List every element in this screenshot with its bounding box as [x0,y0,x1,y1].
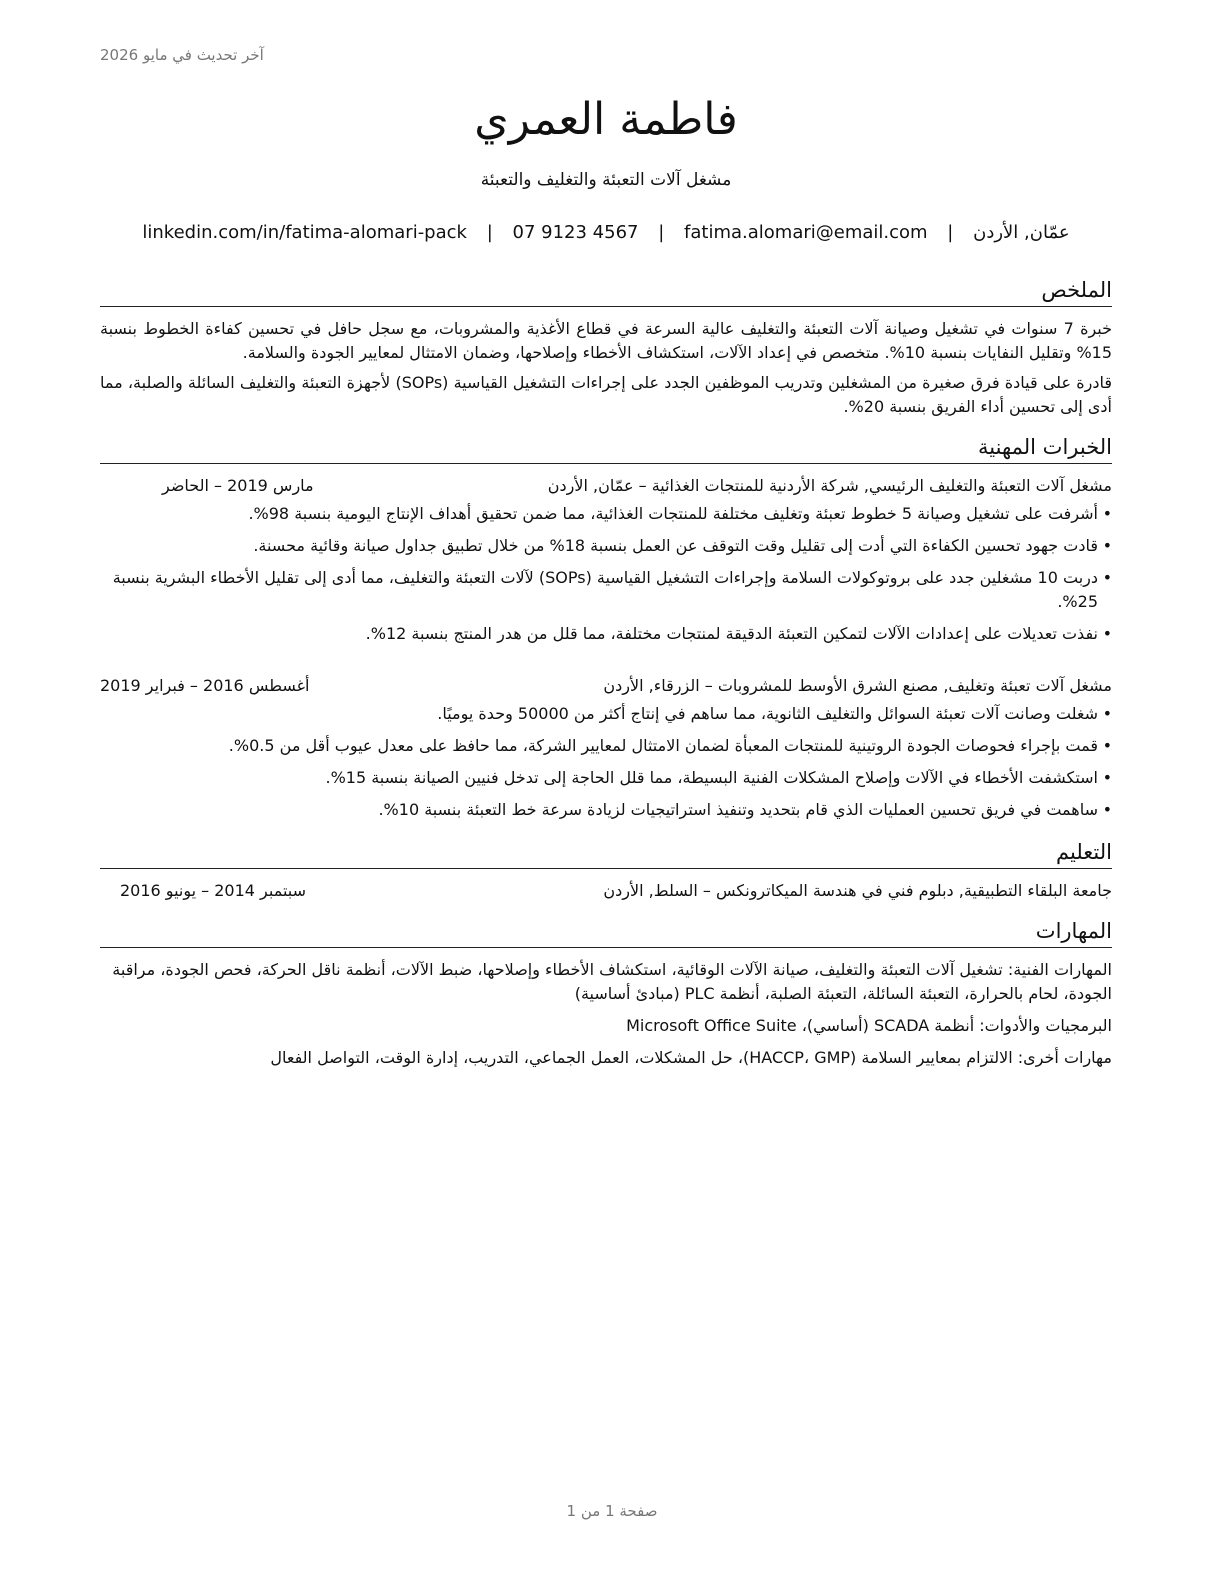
contact-separator: | [486,222,493,243]
job-location: الزرقاء, الأردن [603,676,700,695]
resume-content [100,276,1112,1078]
job-role-company: مشغل آلات تعبئة وتغليف, مصنع الشرق الأوسط للمشروبات [717,676,1112,695]
job-entry [100,474,1112,646]
job-bullets [100,502,1112,646]
job-role-location [548,474,1112,498]
job-role-location [603,674,1112,698]
section-title-education: التعليم [100,838,1112,869]
job-bullet: • شغلت وصانت آلات تعبئة السوائل والتغليف الثانوية، مما ساهم في إنتاج أكثر من 50000 وحدة يوميًا. [100,702,1112,726]
job-header [100,674,1112,698]
skills-section [100,917,1112,1070]
contact-location: عمّان, الأردن [973,222,1070,243]
job-bullet: • استكشفت الأخطاء في الآلات وإصلاح المشكلات الفنية البسيطة، مما قلل الحاجة إلى تدخل فنيين الصيانة بنسبة 15%. [100,766,1112,790]
section-title-skills: المهارات [100,917,1112,948]
summary-section [100,276,1112,419]
education-section [100,838,1112,903]
job-tagline: مشغل آلات التعبئة والتغليف والتعبئة [480,170,732,190]
job-role-company: مشغل آلات التعبئة والتغليف الرئيسي, شركة الأردنية للمنتجات الغذائية [651,476,1112,495]
job-bullet: • ساهمت في فريق تحسين العمليات الذي قام بتحديد وتنفيذ استراتيجيات لزيادة سرعة خط التعبئة بنسبة 10%. [100,798,1112,822]
section-title-summary: الملخص [100,276,1112,307]
section-title-experience: الخبرات المهنية [100,433,1112,464]
page-number: صفحة 1 من 1 [566,1502,658,1520]
contact-email[interactable]: fatima.alomari@email.com [684,222,928,243]
job-header [100,474,1112,498]
skills-other: مهارات أخرى: الالتزام بمعايير السلامة (HACCP، GMP)، حل المشكلات، العمل الجماعي، التدريب، إدارة الوقت، التواصل الفعال [270,1048,1112,1067]
job-dates: أغسطس 2016 – فبراير 2019 [100,676,310,695]
spacer [100,654,1112,672]
contact-separator: | [658,222,665,243]
last-updated: آخر تحديث في مايو 2026 [100,46,264,64]
job-bullet: • دربت 10 مشغلين جدد على بروتوكولات السلامة وإجراءات التشغيل القياسية (SOPs) لآلات التعبئة والتغليف، مما أدى إلى تقليل الأخطاء البشرية بنسبة 25%. [100,566,1112,614]
job-dash: – [638,476,647,495]
job-bullet: • نفذت تعديلات على إعدادات الآلات لتمكين التعبئة الدقيقة لمنتجات مختلفة، مما قلل من هدر المنتج بنسبة 12%. [100,622,1112,646]
job-dates: مارس 2019 – الحاضر [162,476,314,495]
job-location: عمّان, الأردن [547,476,634,495]
education-school-degree: جامعة البلقاء التطبيقية, دبلوم فني في هندسة الميكاترونكس [716,881,1112,900]
education-dash: – [702,881,711,900]
job-entry [100,674,1112,822]
job-dash: – [704,676,713,695]
job-bullet: • أشرفت على تشغيل وصيانة 5 خطوط تعبئة وتغليف مختلفة للمنتجات الغذائية، مما ضمن تحقيق أهداف الإنتاج اليومية بنسبة 98%. [100,502,1112,526]
job-bullet: • قمت بإجراء فحوصات الجودة الروتينية للمنتجات المعبأة لضمان الامتثال لمعايير الشركة، مما حافظ على معدل عيوب أقل من 0.5%. [100,734,1112,758]
candidate-name: فاطمة العمري [474,94,738,145]
education-entry [100,879,1112,903]
summary-paragraph: قادرة على قيادة فرق صغيرة من المشغلين وتدريب الموظفين الجدد على إجراءات التشغيل القياسية (SOPs) لأجهزة التعبئة والتغليف السائلة والصلبة، مما أدى إلى تحسين أداء الفريق بنسبة 20%. [100,373,1112,416]
contact-line [100,222,1112,243]
summary-paragraph: خبرة 7 سنوات في تشغيل وصيانة آلات التعبئة والتغليف عالية السرعة في قطاع الأغذية والمشروبات، مع سجل حافل في تحسين كفاءة الخطوط بنسبة 15% وتقليل النفايات بنسبة 10%. متخصص في إعداد الآلات، استكشاف الأخطاء وإصلاحها، وضمان الامتثال لمعايير الجودة والسلامة. [100,319,1113,362]
job-bullet: • قادت جهود تحسين الكفاءة التي أدت إلى تقليل وقت التوقف عن العمل بنسبة 18% من خلال تطبيق جداول صيانة وقائية محسنة. [100,534,1112,558]
skills-software: البرمجيات والأدوات: أنظمة SCADA (أساسي)، Microsoft Office Suite [626,1016,1112,1035]
contact-linkedin[interactable]: linkedin.com/in/fatima-alomari-pack [142,222,467,243]
skills-technical: المهارات الفنية: تشغيل آلات التعبئة والتغليف، صيانة الآلات الوقائية، استكشاف الأخطاء وإصلاحها، ضبط الآلات، أنظمة ناقل الحركة، فحص الجودة، مراقبة الجودة، لحام بالحرارة، التعبئة السائلة، التعبئة الصلبة، أنظمة PLC (مبادئ أساسية) [112,960,1112,1003]
contact-phone[interactable]: 07 9123 4567 [512,222,639,243]
experience-section [100,433,1112,822]
education-dates: سبتمبر 2014 – يونيو 2016 [120,881,307,900]
education-school-location [603,879,1112,903]
contact-separator: | [947,222,954,243]
education-location: السلط, الأردن [603,881,698,900]
job-bullets [100,702,1112,822]
